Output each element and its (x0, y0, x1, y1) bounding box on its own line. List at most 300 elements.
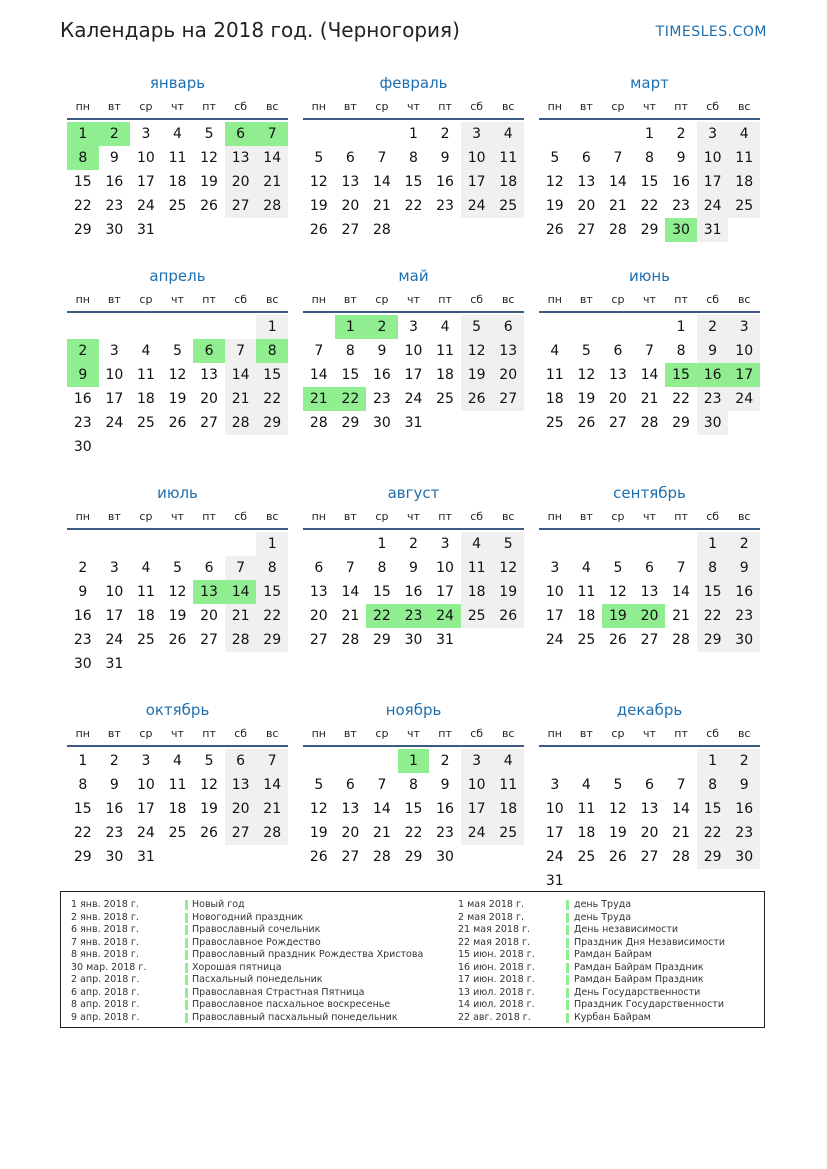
day-cell: 31 (105, 656, 124, 672)
day-cell: 27 (341, 849, 360, 865)
day-grid (539, 122, 760, 242)
day-cell: 20 (492, 363, 524, 387)
weekday-label: вт (343, 293, 357, 306)
day-cell: 6 (345, 150, 355, 166)
day-cell: 16 (404, 584, 423, 600)
legend-date: 7 янв. 2018 г. (71, 936, 139, 948)
day-cell: 6 (613, 343, 623, 359)
legend-marker (185, 975, 188, 985)
day-cell: 25 (577, 632, 596, 648)
day-cell: 22 (73, 198, 92, 214)
day-cell: 3 (109, 343, 119, 359)
day-cell: 29 (373, 632, 391, 648)
day-cell: 13 (577, 174, 596, 190)
holiday-day-cell: 16 (697, 363, 729, 387)
day-cell: 25 (577, 849, 596, 865)
month-name: октябрь (145, 701, 210, 719)
day-cell: 25 (168, 825, 187, 841)
day-cell: 22 (640, 198, 659, 214)
day-cell: 9 (728, 773, 760, 797)
day-cell-empty (193, 315, 225, 339)
day-cell: 4 (550, 343, 560, 359)
day-cell: 18 (168, 174, 187, 190)
day-cell: 28 (225, 411, 257, 435)
month-name: июнь (628, 267, 671, 285)
legend-date: 6 апр. 2018 г. (71, 986, 140, 998)
day-cell: 29 (697, 628, 729, 652)
day-grid (67, 122, 288, 242)
day-cell: 14 (373, 801, 391, 817)
day-cell: 10 (137, 777, 155, 793)
day-cell: 21 (373, 198, 391, 214)
day-cell: 20 (309, 608, 328, 624)
day-cell: 9 (440, 777, 450, 793)
holiday-day-cell: 9 (67, 363, 99, 387)
day-cell-empty (67, 532, 99, 556)
day-cell-empty (665, 749, 697, 773)
day-cell: 23 (672, 198, 690, 214)
day-cell: 9 (409, 560, 418, 576)
legend-row (458, 937, 758, 950)
day-cell: 17 (436, 584, 454, 600)
day-cell: 25 (492, 194, 524, 218)
holiday-day-cell: 23 (398, 604, 430, 628)
day-cell: 4 (728, 122, 760, 146)
day-cell: 24 (461, 194, 493, 218)
day-cell: 20 (577, 198, 596, 214)
day-cell-empty (539, 749, 571, 773)
day-cell: 22 (697, 604, 729, 628)
day-cell: 6 (645, 560, 654, 576)
day-cell: 4 (141, 560, 151, 576)
day-cell: 6 (345, 777, 355, 793)
day-cell: 18 (436, 367, 454, 383)
weekday-label: ср (611, 510, 625, 523)
day-cell: 11 (137, 584, 155, 600)
day-cell: 26 (200, 825, 218, 841)
legend-holiday-name: день Труда (574, 911, 632, 923)
day-cell: 12 (200, 150, 218, 166)
day-cell: 15 (404, 801, 423, 817)
month-calendar (539, 263, 760, 459)
day-cell: 26 (577, 415, 596, 431)
day-cell: 19 (609, 825, 627, 841)
day-cell: 28 (341, 632, 360, 648)
legend-marker (566, 975, 569, 985)
day-cell: 25 (436, 391, 454, 407)
day-cell: 16 (105, 174, 124, 190)
day-cell: 8 (697, 556, 729, 580)
day-cell: 8 (256, 556, 288, 580)
weekday-label: пт (202, 510, 216, 523)
day-cell: 10 (137, 150, 155, 166)
day-cell: 1 (409, 126, 418, 142)
day-cell: 1 (645, 126, 654, 142)
day-cell: 1 (676, 319, 686, 335)
legend-left-column (71, 899, 451, 1024)
day-cell: 28 (672, 849, 690, 865)
day-cell: 4 (581, 777, 591, 793)
day-cell: 17 (461, 797, 493, 821)
day-cell: 16 (105, 801, 124, 817)
day-cell: 24 (137, 825, 155, 841)
day-cell: 6 (314, 560, 324, 576)
legend-row (458, 912, 758, 925)
month-name: март (630, 74, 669, 92)
weekday-header (67, 723, 288, 747)
day-cell-empty (665, 532, 697, 556)
day-cell: 19 (461, 363, 493, 387)
holiday-day-cell: 2 (67, 339, 99, 363)
holiday-day-cell: 6 (193, 339, 225, 363)
weekday-label: вт (579, 293, 593, 306)
month-calendar (303, 697, 524, 893)
day-cell: 17 (105, 391, 124, 407)
weekday-label: вс (501, 293, 515, 306)
day-cell: 9 (78, 584, 88, 600)
day-cell: 24 (105, 632, 124, 648)
day-cell-empty (225, 532, 257, 556)
month-name: сентябрь (613, 484, 686, 502)
day-cell: 28 (256, 194, 288, 218)
day-cell: 13 (640, 584, 659, 600)
day-cell: 21 (225, 387, 257, 411)
weekday-label: ср (139, 293, 153, 306)
weekday-label: пн (75, 100, 90, 113)
weekday-label: чт (643, 510, 656, 523)
day-cell: 12 (609, 801, 627, 817)
weekday-label: пн (311, 727, 326, 740)
day-cell-empty (162, 315, 194, 339)
weekday-label: ср (139, 510, 153, 523)
day-cell: 24 (461, 821, 493, 845)
weekday-label: чт (407, 727, 420, 740)
holiday-day-cell: 7 (256, 122, 288, 146)
day-cell: 19 (577, 391, 596, 407)
day-cell: 24 (545, 632, 564, 648)
day-cell: 25 (728, 194, 760, 218)
day-cell: 28 (672, 632, 690, 648)
day-cell: 31 (137, 222, 155, 238)
day-cell: 23 (728, 821, 760, 845)
day-cell: 31 (404, 415, 423, 431)
day-cell: 5 (613, 560, 623, 576)
holiday-day-cell: 24 (429, 604, 461, 628)
legend-date: 22 авг. 2018 г. (458, 1011, 531, 1023)
day-cell: 20 (341, 198, 360, 214)
day-cell: 26 (461, 387, 493, 411)
weekday-label: вс (265, 510, 279, 523)
day-cell: 14 (672, 801, 690, 817)
day-cell: 9 (440, 150, 450, 166)
weekday-label: вт (107, 727, 121, 740)
day-cell: 5 (204, 753, 214, 769)
weekday-label: сб (470, 100, 484, 113)
legend-holiday-name: Пасхальный понедельник (192, 974, 323, 985)
day-cell: 3 (141, 126, 151, 142)
day-cell: 23 (436, 198, 454, 214)
weekday-label: сб (470, 727, 484, 740)
weekday-label: вт (579, 510, 593, 523)
day-cell: 22 (256, 604, 288, 628)
day-cell: 12 (168, 367, 187, 383)
day-cell: 27 (200, 632, 218, 648)
day-cell: 4 (173, 753, 182, 769)
day-cell: 5 (581, 343, 591, 359)
day-cell: 11 (436, 343, 454, 359)
day-cell: 12 (309, 174, 328, 190)
weekday-label: пт (202, 293, 216, 306)
day-cell: 30 (73, 439, 92, 455)
weekday-header (539, 506, 760, 530)
weekday-label: ср (611, 727, 625, 740)
holiday-day-cell: 1 (67, 122, 99, 146)
legend-date: 14 июл. 2018 г. (458, 999, 535, 1010)
day-cell: 13 (640, 801, 659, 817)
day-cell: 15 (640, 174, 659, 190)
day-cell: 31 (436, 632, 454, 648)
legend-row (71, 987, 451, 1000)
legend-holiday-name: Рамдан Байрам (574, 949, 652, 960)
weekday-label: сб (706, 293, 720, 306)
day-cell: 1 (377, 536, 387, 552)
weekday-label: чт (643, 727, 656, 740)
legend-date: 1 мая 2018 г. (458, 899, 524, 910)
day-cell: 13 (309, 584, 328, 600)
legend-row (458, 1012, 758, 1025)
day-cell: 1 (78, 753, 88, 769)
day-cell: 15 (256, 363, 288, 387)
day-cell: 6 (225, 749, 257, 773)
day-cell: 1 (697, 749, 729, 773)
day-cell: 4 (173, 126, 182, 142)
legend-marker (185, 1000, 188, 1010)
weekday-label: пт (674, 727, 688, 740)
day-cell: 5 (173, 560, 182, 576)
day-cell: 27 (309, 632, 328, 648)
day-cell-empty (634, 532, 666, 556)
day-cell: 19 (200, 174, 218, 190)
day-cell: 11 (492, 146, 524, 170)
day-cell: 3 (409, 319, 418, 335)
month-name: апрель (149, 267, 206, 285)
legend-holiday-name: Православный пасхальный понедельник (192, 1011, 398, 1023)
day-cell: 7 (314, 343, 324, 359)
weekday-header (539, 289, 760, 313)
weekday-label: ср (375, 727, 389, 740)
day-cell: 26 (168, 632, 187, 648)
day-cell: 20 (640, 825, 659, 841)
day-cell: 15 (73, 801, 92, 817)
day-cell: 17 (461, 170, 493, 194)
day-cell: 7 (345, 560, 355, 576)
day-cell: 5 (461, 315, 493, 339)
day-cell-empty (602, 315, 634, 339)
day-cell: 8 (377, 560, 387, 576)
weekday-label: вс (737, 727, 751, 740)
day-cell: 15 (256, 580, 288, 604)
day-cell: 20 (225, 797, 257, 821)
day-cell: 9 (697, 339, 729, 363)
day-cell: 24 (728, 387, 760, 411)
day-cell: 1 (256, 532, 288, 556)
weekday-label: пн (75, 727, 90, 740)
day-cell-empty (303, 315, 335, 339)
day-cell: 18 (168, 801, 187, 817)
weekday-header (303, 506, 524, 530)
day-cell: 8 (345, 343, 355, 359)
day-cell-empty (303, 532, 335, 556)
day-cell: 2 (109, 753, 119, 769)
day-cell: 12 (609, 584, 627, 600)
weekday-label: чт (643, 293, 656, 306)
legend-marker (566, 900, 569, 910)
day-cell: 28 (640, 415, 659, 431)
day-cell-empty (634, 749, 666, 773)
month-calendar (67, 70, 288, 242)
day-cell: 21 (672, 608, 690, 624)
day-cell: 22 (73, 825, 92, 841)
day-cell: 30 (105, 222, 124, 238)
day-cell: 25 (461, 604, 493, 628)
legend-marker (185, 925, 188, 935)
weekday-label: сб (706, 510, 720, 523)
weekday-label: сб (706, 727, 720, 740)
day-cell: 22 (697, 821, 729, 845)
day-cell: 16 (373, 367, 391, 383)
day-cell: 19 (545, 198, 564, 214)
day-cell-empty (335, 749, 367, 773)
day-cell: 15 (697, 797, 729, 821)
day-cell: 21 (256, 797, 288, 821)
day-cell: 26 (168, 415, 187, 431)
day-cell: 11 (577, 584, 596, 600)
day-cell: 22 (256, 387, 288, 411)
weekday-header (67, 506, 288, 530)
legend-row (71, 962, 451, 975)
day-cell: 17 (545, 825, 564, 841)
day-cell: 3 (141, 753, 151, 769)
legend-marker (185, 1013, 188, 1023)
day-cell: 11 (577, 801, 596, 817)
day-cell: 30 (73, 656, 92, 672)
weekday-label: пн (547, 100, 562, 113)
day-cell: 21 (341, 608, 360, 624)
weekday-label: вс (737, 293, 751, 306)
day-cell: 23 (105, 825, 124, 841)
weekday-label: пт (202, 100, 216, 113)
day-cell: 14 (256, 146, 288, 170)
legend-date: 16 июн. 2018 г. (458, 961, 535, 973)
weekday-label: сб (470, 510, 484, 523)
weekday-label: вс (265, 100, 279, 113)
month-name: июль (157, 484, 198, 502)
legend-holiday-name: Курбан Байрам (574, 1011, 651, 1023)
day-cell: 16 (672, 174, 690, 190)
weekday-label: вс (737, 100, 751, 113)
weekday-label: ср (375, 100, 389, 113)
weekday-label: сб (234, 510, 248, 523)
day-cell: 7 (613, 150, 623, 166)
weekday-label: чт (643, 100, 656, 113)
month-calendar (303, 263, 524, 459)
day-cell: 29 (341, 415, 360, 431)
site-link[interactable]: TIMESLES.COM (655, 24, 767, 40)
day-cell: 25 (168, 198, 187, 214)
month-calendar (303, 70, 524, 242)
month-calendar (67, 480, 288, 676)
weekday-label: вт (579, 100, 593, 113)
day-cell: 14 (341, 584, 360, 600)
legend-holiday-name: день Труда (574, 899, 632, 910)
legend-date: 1 янв. 2018 г. (71, 899, 139, 910)
day-cell: 11 (492, 773, 524, 797)
day-cell: 11 (168, 777, 187, 793)
day-cell: 8 (697, 773, 729, 797)
day-cell: 28 (373, 849, 391, 865)
day-cell: 5 (314, 777, 324, 793)
day-cell: 17 (137, 801, 155, 817)
day-grid (303, 315, 524, 435)
legend-marker (566, 950, 569, 960)
day-cell: 10 (461, 146, 493, 170)
day-cell: 16 (728, 580, 760, 604)
day-cell: 10 (461, 773, 493, 797)
day-grid (539, 315, 760, 435)
holiday-day-cell: 2 (99, 122, 131, 146)
day-cell-empty (67, 315, 99, 339)
day-cell: 19 (200, 801, 218, 817)
day-cell: 12 (545, 174, 564, 190)
day-cell-empty (162, 532, 194, 556)
weekday-label: вс (501, 510, 515, 523)
weekday-label: вт (343, 510, 357, 523)
day-grid (303, 122, 524, 242)
day-cell-empty (571, 122, 603, 146)
day-cell: 21 (672, 825, 690, 841)
day-cell: 29 (404, 849, 423, 865)
day-cell: 8 (409, 777, 418, 793)
legend-holiday-name: Хорошая пятница (192, 961, 282, 973)
legend-marker (185, 963, 188, 973)
day-cell: 8 (645, 150, 654, 166)
legend-marker (566, 925, 569, 935)
day-cell: 18 (492, 170, 524, 194)
legend-marker (566, 963, 569, 973)
legend-date: 22 мая 2018 г. (458, 936, 531, 948)
day-cell: 12 (309, 801, 328, 817)
day-cell-empty (335, 532, 367, 556)
day-cell: 23 (728, 604, 760, 628)
legend-holiday-name: Праздник Государственности (574, 999, 724, 1010)
day-cell: 28 (373, 222, 391, 238)
day-cell: 20 (609, 391, 627, 407)
legend-date: 2 мая 2018 г. (458, 911, 524, 923)
weekday-label: вс (265, 727, 279, 740)
day-cell: 29 (256, 628, 288, 652)
day-cell: 12 (492, 556, 524, 580)
month-calendar (539, 480, 760, 676)
holiday-day-cell: 14 (225, 580, 257, 604)
day-cell: 30 (105, 849, 124, 865)
weekday-label: пт (674, 510, 688, 523)
weekday-label: чт (407, 510, 420, 523)
day-cell: 26 (309, 849, 328, 865)
day-cell: 10 (105, 367, 124, 383)
day-cell: 5 (173, 343, 182, 359)
day-cell: 16 (73, 391, 92, 407)
legend-marker (566, 938, 569, 948)
